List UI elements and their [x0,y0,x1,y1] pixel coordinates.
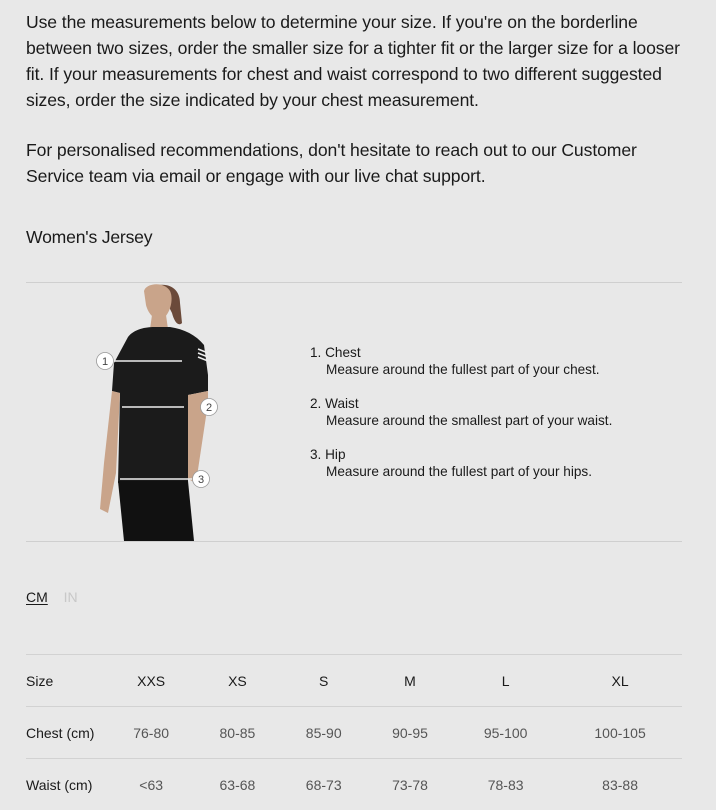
measure-item-waist [310,395,612,429]
table-cell: 83-88 [558,759,682,810]
table-row [26,707,682,759]
table-cell: 78-83 [453,759,558,810]
measurement-instructions [310,344,612,497]
table-header-row [26,655,682,707]
measure-desc: Measure around the fullest part of your hips. [326,464,592,479]
table-cell: 73-78 [367,759,453,810]
table-header-cell: XS [194,655,280,707]
unit-in-tab[interactable]: IN [63,589,78,605]
table-row [26,759,682,810]
table-header-cell: XL [558,655,682,707]
table-header-cell: L [453,655,558,707]
table-cell: 63-68 [194,759,280,810]
table-cell: 100-105 [558,707,682,759]
table-cell: <63 [108,759,194,810]
marker-1 [97,353,114,370]
measure-item-chest [310,344,612,378]
table-header-cell: S [281,655,367,707]
measure-name: 1. Chest [310,345,361,360]
measure-name: 2. Waist [310,396,359,411]
divider [26,541,682,542]
measure-item-hip [310,446,612,480]
intro-paragraph-1: Use the measurements below to determine your size. If you're on the borderline between two sizes, order the smaller size for a tighter fit or the larger size for a looser fit. If your measurements for chest and waist correspond to two different suggested sizes, order the size indicated by your chest measurement. [26,12,680,110]
unit-cm-tab[interactable]: CM [26,589,48,605]
table-cell: 85-90 [281,707,367,759]
section-title: Women's Jersey [26,227,153,247]
svg-text:3: 3 [197,474,205,486]
table-cell: 76-80 [108,707,194,759]
jersey-model-image [84,283,224,541]
table-header-cell: M [367,655,453,707]
intro-paragraph-2: For personalised recommendations, don't hesitate to reach out to our Customer Service team via email or engage with our live chat support. [26,140,637,186]
table-cell: 80-85 [194,707,280,759]
marker-2 [201,399,218,416]
intro-text [26,9,691,189]
table-cell: 90-95 [367,707,453,759]
table-cell: 68-73 [281,759,367,810]
table-header-cell: Size [26,655,108,707]
measure-name: 3. Hip [310,447,346,462]
svg-text:2: 2 [205,402,213,414]
unit-toggle [26,589,90,605]
table-cell: Chest (cm) [26,707,108,759]
table-cell: Waist (cm) [26,759,108,810]
svg-text:1: 1 [101,356,109,368]
marker-3 [193,471,210,488]
measure-desc: Measure around the fullest part of your chest. [326,362,600,377]
measure-desc: Measure around the smallest part of your waist. [326,413,613,428]
table-cell: 95-100 [453,707,558,759]
size-chart-table [26,654,682,810]
table-header-cell: XXS [108,655,194,707]
